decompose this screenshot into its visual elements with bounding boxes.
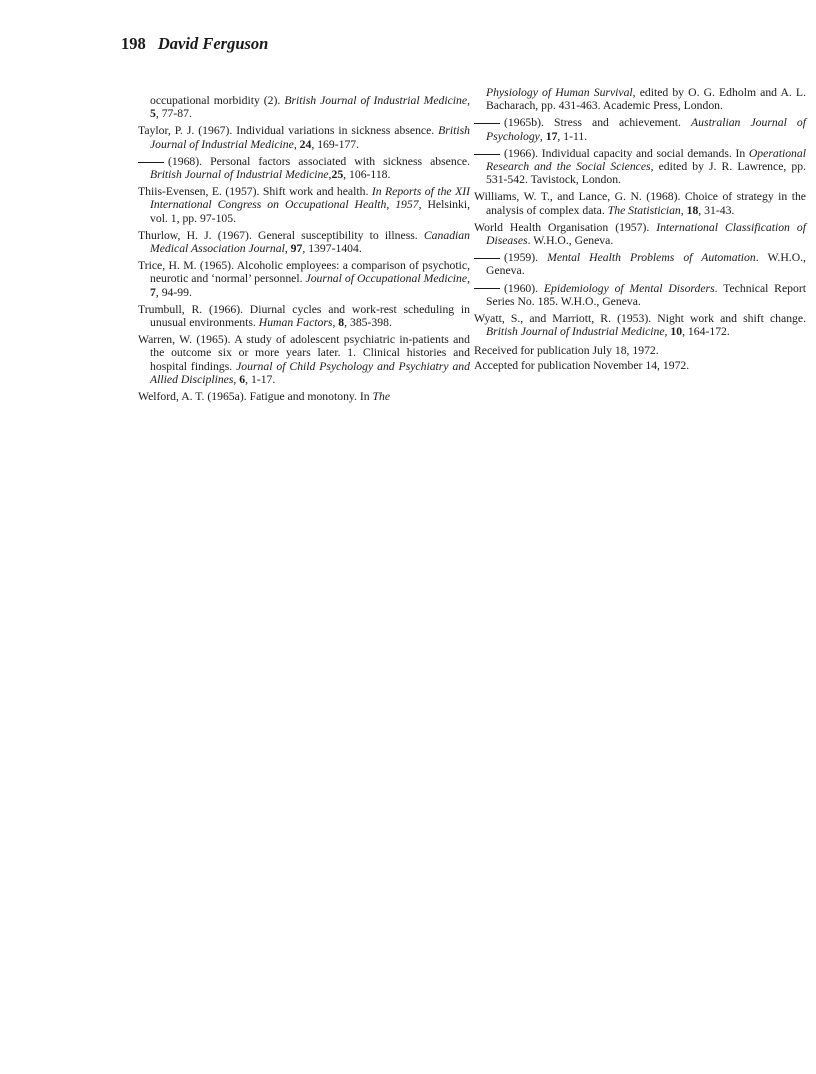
citation-title: Mental Health Problems of Automation <box>547 251 756 265</box>
citation-volume: 24 <box>299 137 312 151</box>
reference-entry <box>474 147 806 187</box>
received-date: Received for publication July 18, 1972. <box>474 344 659 358</box>
citation-text: , 94-99. <box>155 285 192 299</box>
citation-text: . Technical Report Series No. 185. W.H.O., Geneva. <box>486 281 806 308</box>
citation-text: , <box>467 94 471 107</box>
citation-volume: 25 <box>331 168 344 182</box>
citation-text: Trice, H. M. (1965). Alcoholic employees: a comparison of psychotic, neurotic and ‘normal’ personnel. <box>138 259 470 286</box>
reference-entry <box>138 124 470 150</box>
reference-entry <box>474 86 806 112</box>
reference-entry <box>138 390 470 403</box>
citation-text: , <box>539 129 546 143</box>
citation-text: , <box>293 137 300 151</box>
citation-volume: 6 <box>239 372 246 386</box>
ditto-dash <box>474 258 500 259</box>
citation-volume: 17 <box>545 129 558 143</box>
citation-title: International Classification of Diseases <box>486 220 806 248</box>
citation-text: Thurlow, H. J. (1967). General susceptibility to illness. <box>138 228 424 242</box>
reference-entry <box>138 155 470 181</box>
citation-title: Epidemiology of Mental Disorders <box>543 281 715 295</box>
reference-entry <box>138 333 470 386</box>
citation-text: , <box>233 372 240 386</box>
citation-title: British Journal of Industrial Medicine <box>150 124 470 151</box>
citation-title: The <box>372 390 391 404</box>
reference-entry <box>474 312 806 338</box>
citation-text: , edited by O. G. Edholm and A. L. Bacharach, pp. 431-463. Academic Press, London. <box>486 86 806 113</box>
citation-text: Williams, W. T., and Lance, G. N. (1968). Choice of strategy in the analysis of complex data. <box>474 190 806 217</box>
citation-title: British Journal of Industrial Medicine <box>284 94 468 107</box>
citation-text: , 164-172. <box>682 325 730 339</box>
citation-text: , 1-11. <box>557 129 588 143</box>
ditto-dash <box>138 162 164 163</box>
reference-entry <box>138 185 470 225</box>
citation-text: , <box>680 203 687 217</box>
references-right-column <box>474 86 806 372</box>
page-number: 198 <box>121 34 146 53</box>
citation-text: , <box>332 316 339 330</box>
reference-entry <box>474 116 806 142</box>
citation-text: , 77-87. <box>155 107 192 121</box>
reference-entry <box>138 94 470 120</box>
citation-text: Welford, A. T. (1965a). Fatigue and monotony. In <box>138 390 373 404</box>
citation-text: Taylor, P. J. (1967). Individual variations in sickness absence. <box>138 124 439 138</box>
citation-text: (1965b). Stress and achievement. <box>504 116 692 130</box>
citation-text: , edited by J. R. Lawrence, pp. 531-542. Tavistock, London. <box>486 160 807 187</box>
citation-text: (1968). Personal factors associated with sickness absence. <box>168 154 470 168</box>
citation-text: Warren, W. (1965). A study of adolescent psychiatric in-patients and the outcome six or more years later. 1. Clinical histories and hospital findings. <box>138 333 470 373</box>
reference-entry <box>138 303 470 329</box>
citation-text: , <box>328 168 332 182</box>
citation-title: In Reports of the XII International Congress on Occupational Health, 1957 <box>150 185 470 212</box>
citation-text: , 1-17. <box>245 372 276 386</box>
citation-text: , 106-118. <box>343 168 391 182</box>
ditto-dash <box>474 154 500 155</box>
citation-text: World Health Organisation (1957). <box>474 220 657 234</box>
citation-text: (1966). Individual capacity and social demands. In <box>504 146 749 160</box>
citation-title: The Statistician <box>607 203 681 217</box>
citation-title: Human Factors <box>258 316 333 330</box>
citation-title: Australian Journal of Psychology <box>486 116 806 143</box>
citation-volume: 7 <box>150 285 156 299</box>
citation-title: Journal of Occupational Medicine <box>305 272 468 286</box>
citation-text: , 31-43. <box>698 203 735 217</box>
citation-title: British Journal of Industrial Medicine <box>486 325 665 339</box>
citation-text: occupational morbidity (2). <box>150 94 285 107</box>
reference-entry <box>138 259 470 299</box>
citation-volume: 18 <box>686 203 699 217</box>
citation-text: . W.H.O., Geneva. <box>527 234 614 248</box>
citation-text: (1959). <box>504 251 548 265</box>
citation-text: Trumbull, R. (1966). Diurnal cycles and work-rest scheduling in unusual environments. <box>138 302 470 330</box>
reference-entry <box>474 282 806 308</box>
citation-text: , <box>664 325 671 339</box>
citation-text: . W.H.O., Geneva. <box>486 251 806 278</box>
citation-text: , <box>467 272 470 286</box>
ditto-dash <box>474 288 500 289</box>
reference-entry <box>474 190 806 216</box>
citation-volume: 8 <box>338 316 345 330</box>
reference-entry <box>474 221 806 247</box>
citation-title: Journal of Child Psychology and Psychiatry and Allied Disciplines <box>150 359 470 386</box>
citation-text: , 169-177. <box>311 137 360 151</box>
citation-title: British Journal of Industrial Medicine <box>150 168 329 182</box>
citation-text: , 385-398. <box>344 316 392 330</box>
references-left-column <box>138 94 470 407</box>
accepted-date: Accepted for publication November 14, 1972. <box>474 358 690 372</box>
reference-entry <box>138 229 470 255</box>
citation-volume: 5 <box>150 107 156 121</box>
running-head-author: David Ferguson <box>157 34 269 53</box>
citation-text: , <box>284 242 291 256</box>
reference-entry <box>474 251 806 277</box>
citation-text: , Helsinki, vol. 1, pp. 97-105. <box>150 198 470 225</box>
citation-title: Operational Research and the Social Sciences <box>486 146 806 174</box>
page-header <box>121 34 268 54</box>
citation-title: Physiology of Human Survival <box>486 86 633 99</box>
citation-volume: 97 <box>290 242 303 256</box>
ditto-dash <box>474 123 500 124</box>
citation-text: Thiis-Evensen, E. (1957). Shift work and health. <box>138 185 372 199</box>
citation-text: Wyatt, S., and Marriott, R. (1953). Night work and shift change. <box>474 312 806 326</box>
citation-title: Canadian Medical Association Journal <box>150 228 470 256</box>
citation-text: , 1397-1404. <box>302 242 362 256</box>
citation-volume: 10 <box>670 325 683 339</box>
citation-text: (1960). <box>504 281 544 295</box>
